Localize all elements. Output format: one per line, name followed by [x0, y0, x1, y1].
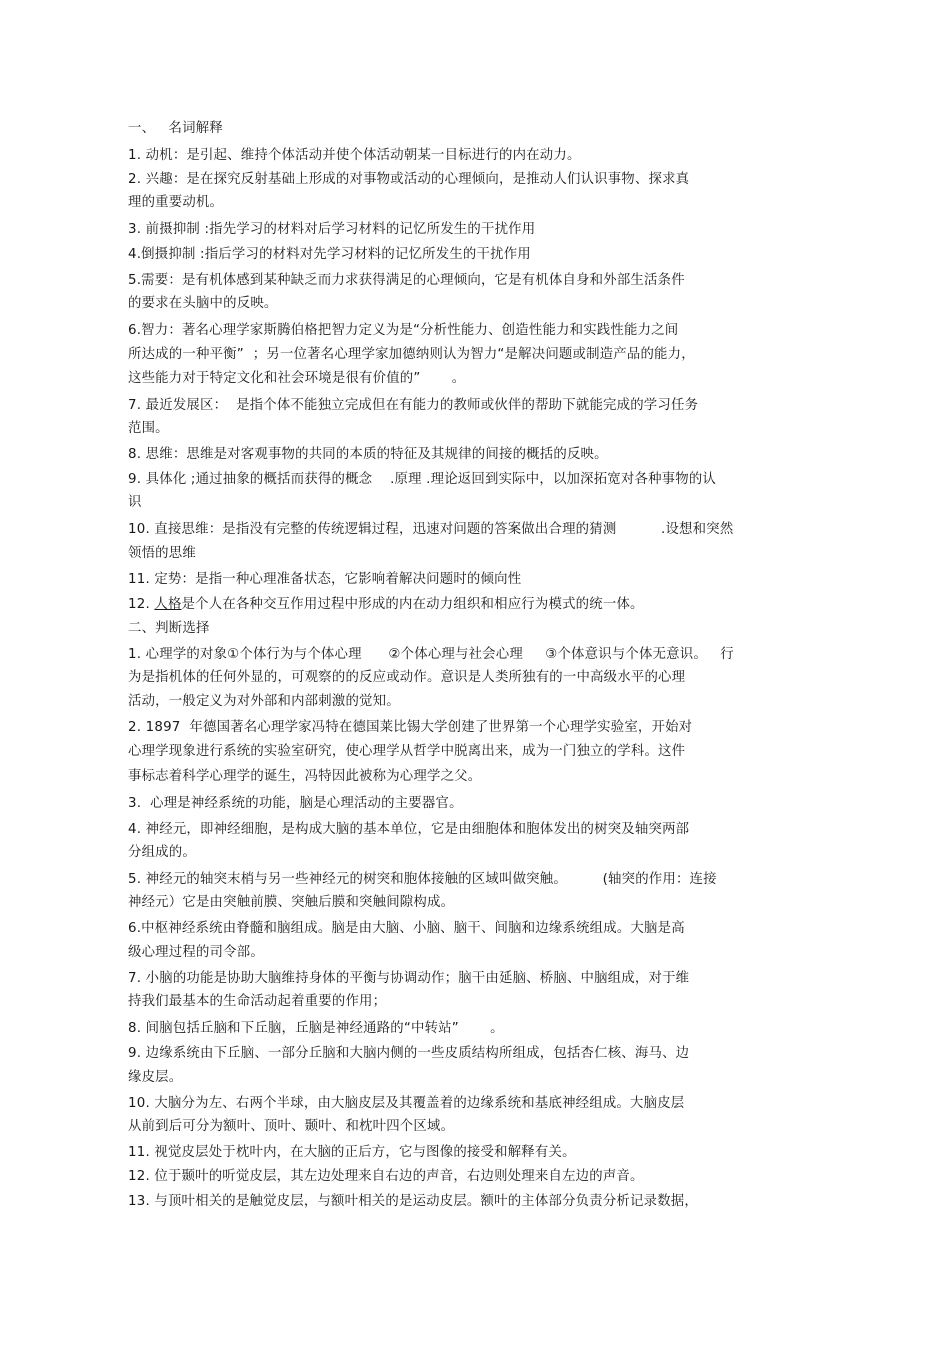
text-line: 9. 具体化 ;通过抽象的概括而获得的概念 .原理 .理论返回到实际中，以加深拓宽对各种事物的认 [128, 472, 717, 487]
text-line: 10. 大脑分为左、右两个半球，由大脑皮层及其覆盖着的边缘系统和基底神经组成。大脑皮层 [128, 1096, 685, 1111]
text-line: 4. 神经元，即神经细胞，是构成大脑的基本单位，它是由细胞体和胞体发出的树突及轴突两部 [128, 822, 690, 837]
text-line: 分组成的。 [128, 845, 196, 860]
section-heading-judgement: 二、判断选择 [128, 621, 210, 636]
text-line: 5. 神经元的轴突末梢与另一些神经元的树突和胞体接触的区域叫做突触。 (轴突的作用：连接 [128, 872, 717, 887]
text-line: 8. 间脑包括丘脑和下丘脑，丘脑是神经通路的“中转站” 。 [128, 1021, 504, 1036]
text-line: 5.需要：是有机体感到某种缺乏而力求获得满足的心理倾向，它是有机体自身和外部生活条件 [128, 273, 685, 288]
text-line: 11. 视觉皮层处于枕叶内，在大脑的正后方，它与图像的接受和解释有关。 [128, 1145, 576, 1160]
text-line: 活动，一般定义为对外部和内部刺激的觉知。 [128, 694, 400, 709]
text-line: 12. 位于颞叶的听觉皮层，其左边处理来自右边的声音，右边则处理来自左边的声音。 [128, 1169, 644, 1184]
text-line: 2. 兴趣：是在探究反射基础上形成的对事物或活动的心理倾向，是推动人们认识事物、探求真 [128, 172, 690, 187]
line-prefix: 12. [128, 597, 155, 612]
text-line: 范围。 [128, 421, 169, 436]
text-line: 6.智力：著名心理学家斯腾伯格把智力定义为是“分析性能力、创造性能力和实践性能力之间 [128, 323, 679, 338]
text-line: 为是指机体的任何外显的，可观察的的反应或动作。意识是人类所独有的一中高级水平的心理 [128, 670, 686, 685]
text-line: 理的重要动机。 [128, 195, 224, 210]
text-line: 缘皮层。 [128, 1070, 183, 1085]
text-line: 持我们最基本的生命活动起着重要的作用； [128, 994, 387, 1009]
text-line: 7. 小脑的功能是协助大脑维持身体的平衡与协调动作；脑干由延脑、桥脑、中脑组成，对于维 [128, 971, 690, 986]
text-line: 识 [128, 495, 142, 510]
text-line [128, 596, 644, 614]
text-line: 1. 动机：是引起、维持个体活动并使个体活动朝某一目标进行的内在动力。 [128, 148, 581, 163]
text-line: 11. 定势：是指一种心理准备状态，它影响着解决问题时的倾向性 [128, 572, 522, 587]
text-line: 的要求在头脑中的反映。 [128, 296, 278, 311]
text-line: 8. 思维：思维是对客观事物的共同的本质的特征及其规律的间接的概括的反映。 [128, 447, 608, 462]
text-line: 13. 与顶叶相关的是触觉皮层，与额叶相关的是运动皮层。额叶的主体部分负责分析记录数据， [128, 1194, 698, 1209]
text-line: 级心理过程的司令部。 [128, 945, 264, 960]
text-line: 3. 心理是神经系统的功能，脑是心理活动的主要器官。 [128, 796, 463, 811]
text-line: 从前到后可分为额叶、顶叶、颞叶、和枕叶四个区域。 [128, 1119, 455, 1134]
text-line: 领悟的思维 [128, 546, 196, 561]
text-line: 6.中枢神经系统由脊髓和脑组成。脑是由大脑、小脑、脑干、间脑和边缘系统组成。大脑是高 [128, 921, 685, 936]
text-line: 3. 前摄抑制 :指先学习的材料对后学习材料的记忆所发生的干扰作用 [128, 222, 536, 237]
text-line: 所达成的一种平衡” ；另一位著名心理学家加德纳则认为智力“是解决问题或制造产品的能力， [128, 347, 695, 362]
text-line: 事标志着科学心理学的诞生，冯特因此被称为心理学之父。 [128, 769, 482, 784]
text-line: 心理学现象进行系统的实验室研究，使心理学从哲学中脱离出来，成为一门独立的学科。这件 [128, 744, 686, 759]
text-line: 1. 心理学的对象①个体行为与个体心理 ②个体心理与社会心理 ③个体意识与个体无意识。 行 [128, 647, 734, 662]
underlined-term: 人格 [154, 597, 182, 612]
text-line: 这些能力对于特定文化和社会环境是很有价值的” 。 [128, 371, 466, 386]
line-rest: 是个人在各种交互作用过程中形成的内在动力组织和相应行为模式的统一体。 [181, 597, 644, 612]
text-line: 神经元）它是由突触前膜、突触后膜和突触间隙构成。 [128, 895, 455, 910]
section-heading-definitions: 一、 名词解释 [128, 121, 223, 136]
text-line: 9. 边缘系统由下丘脑、一部分丘脑和大脑内侧的一些皮质结构所组成，包括杏仁核、海马、边 [128, 1046, 690, 1061]
text-line: 2. 1897 年德国著名心理学家冯特在德国莱比锡大学创建了世界第一个心理学实验室，开始对 [128, 720, 693, 735]
text-line: 10. 直接思维：是指没有完整的传统逻辑过程，迅速对问题的答案做出合理的猜测 .设想和突然 [128, 522, 734, 537]
text-line: 7. 最近发展区： 是指个体不能独立完成但在有能力的教师或伙伴的帮助下就能完成的学习任务 [128, 398, 699, 413]
text-line: 4.倒摄抑制 :指后学习的材料对先学习材料的记忆所发生的干扰作用 [128, 247, 531, 262]
